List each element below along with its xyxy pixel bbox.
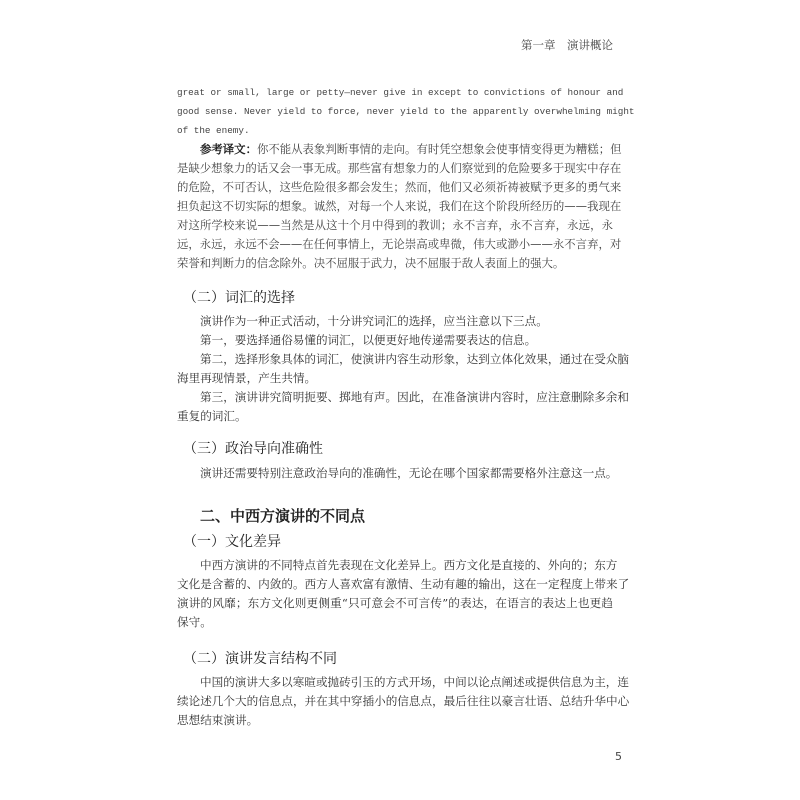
text-line: 荣誉和判断力的信念除外。决不屈服于武力，决不屈服于敌人表面上的强大。	[177, 256, 565, 270]
subheading-structure: （二）演讲发言结构不同	[183, 651, 337, 667]
text-line: 保守。	[177, 615, 212, 629]
text-line: 的危险，不可否认，这些危险很多都会发生；然而，他们又必须祈祷被赋予更多的勇气来	[177, 180, 622, 194]
text-line: 第三，演讲讲究简明扼要、掷地有声。因此，在准备演讲内容时，应注意删除多余和	[200, 390, 629, 404]
text-line: 演讲的风靡；东方文化则更侧重“只可意会不可言传”的表达，在语言的表达上也更趋	[177, 596, 613, 610]
text-line: 续论述几个大的信息点，并在其中穿插小的信息点，最后往往以豪言壮语、总结升华中心	[177, 694, 630, 708]
text-line: 海里再现情景，产生共情。	[177, 371, 317, 385]
section-vocabulary	[177, 312, 629, 426]
translation-label: 参考译文：	[200, 142, 257, 156]
subheading-culture: （一）文化差异	[183, 534, 281, 550]
translation-text: 你不能从表象判断事情的走向。有时凭空想象会使事情变得更为糟糕；但	[256, 142, 622, 156]
reference-translation	[177, 140, 622, 273]
english-quote	[177, 83, 635, 140]
page-number: 5	[615, 750, 622, 763]
text-line: 第二，选择形象具体的词汇，使演讲内容生动形象，达到立体化效果，通过在受众脑	[200, 352, 629, 366]
section-culture	[177, 556, 630, 632]
text-line: great or small, large or petty—never give in except to convictions of honour and	[177, 87, 624, 98]
text-line: good sense. Never yield to force, never yield to the apparently overwhelming might	[177, 106, 635, 117]
text-line: 第一，要选择通俗易懂的词汇，以便更好地传递需要表达的信息。	[200, 333, 537, 347]
text-line: 中国的演讲大多以寒暄或抛砖引玉的方式开场，中间以论点阐述或提供信息为主，连	[200, 675, 629, 689]
text-line: 是缺少想象力的话又会一事无成。那些富有想象力的人们察觉到的危险要多于现实中存在	[177, 161, 622, 175]
running-header: 第一章 演讲概论	[521, 38, 613, 52]
text-line: 文化是含蓄的、内敛的。西方人喜欢富有激情、生动有趣的输出，这在一定程度上带来了	[177, 577, 630, 591]
text-line: 思想结束演讲。	[177, 713, 259, 727]
text-line: 演讲作为一种正式活动，十分讲究词汇的选择，应当注意以下三点。	[200, 314, 548, 328]
text-line: 中西方演讲的不同特点首先表现在文化差异上。西方文化是直接的、外向的；东方	[200, 558, 618, 572]
text-line: 担负起这不切实际的想象。诚然，对每一个人来说，我们在这个阶段所经历的——我现在	[177, 199, 622, 213]
text-line: 演讲还需要特别注意政治导向的准确性，无论在哪个国家都需要格外注意这一点。	[200, 466, 618, 480]
section-political	[177, 464, 618, 483]
section-title: 二、中西方演讲的不同点	[200, 507, 366, 525]
text-line: 远，永远，永远不会——在任何事情上，无论崇高或卑微，伟大或渺小——永不言弃，对	[177, 237, 622, 251]
subheading-vocabulary: （二）词汇的选择	[183, 290, 295, 306]
section-structure	[177, 673, 630, 730]
text-line: 对这所学校来说——当然是从这十个月中得到的教训；永不言弃，永不言弃，永远，永	[177, 218, 613, 232]
text-line: 重复的词汇。	[177, 409, 247, 423]
text-line: of the enemy.	[177, 125, 250, 136]
text-line	[177, 140, 622, 159]
subheading-political: （三）政治导向准确性	[183, 441, 323, 457]
